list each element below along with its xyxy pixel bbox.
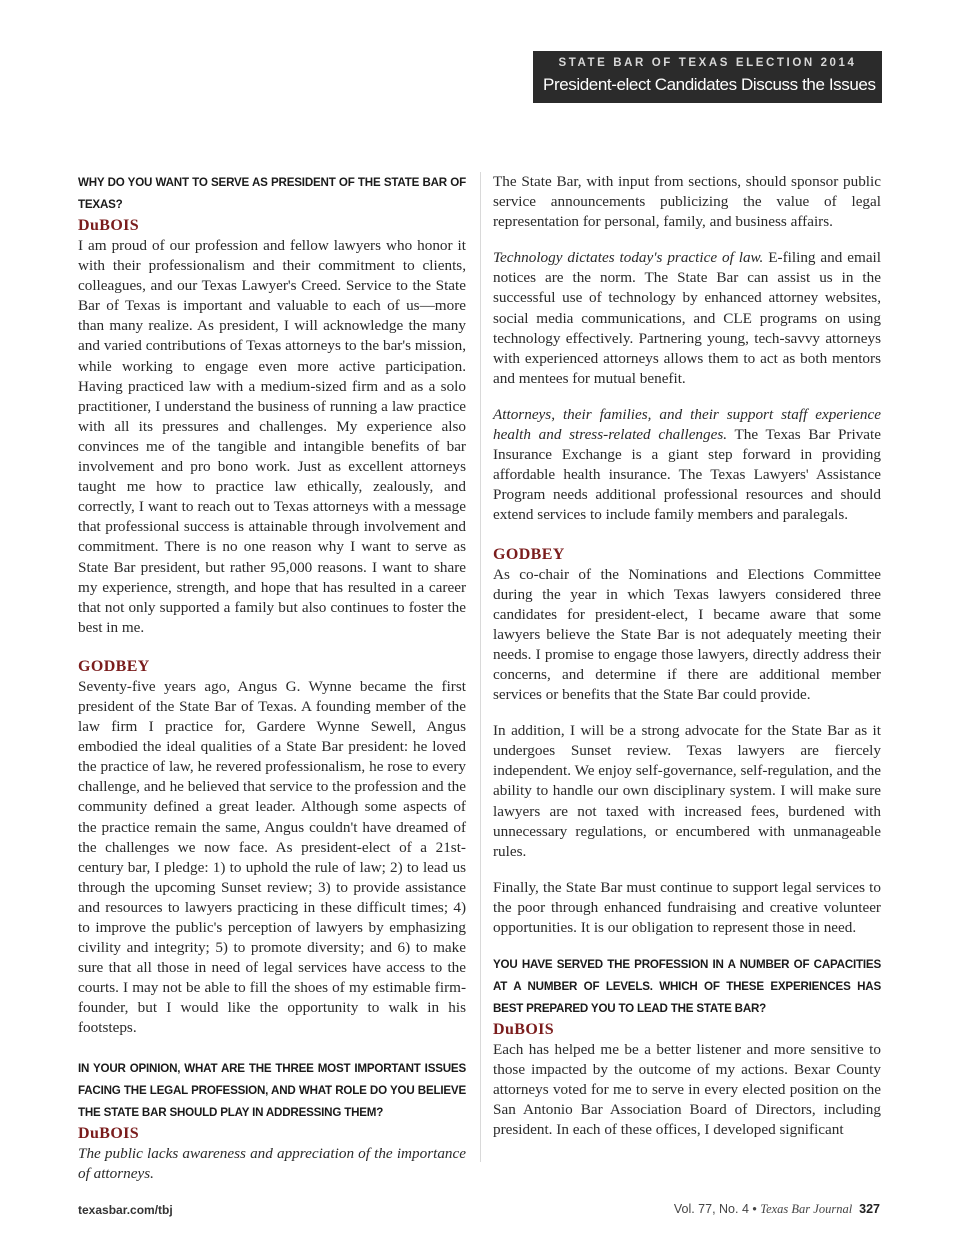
answer-dubois-q3: Each has helped me be a better listener and more sensitive to those impacted by the outcome of my actions. Bexar County attorneys voted for me to serve in every elected position on the San Antonio Bar Association Board of Directors, including president. In each of these offices, I developed significant [493,1041,881,1139]
answer-dubois-q2-p3-text: The Texas Bar Private Insurance Exchange is a giant step forward in providing affordable health insurance. The Texas Lawyers' Assistance Program needs additional professional resources and should extend services to include family members and paralegals. [493,426,881,524]
answer-dubois-q2-p2 [493,248,881,389]
speaker-godbey: GODBEY [78,657,150,675]
question-2: IN YOUR OPINION, WHAT ARE THE THREE MOST IMPORTANT ISSUES FACING THE LEGAL PROFESSION, AND WHAT ROLE DO YOU BELIEVE THE STATE BAR SHOULD PLAY IN ADDRESSING THEM? [78,1061,466,1119]
footer-info [674,1202,880,1217]
answer-godbey-q2-p3: Finally, the State Bar must continue to support legal services to the poor through enhanced fundraising and creative volunteer opportunities. It is our obligation to represent those in need. [493,878,881,936]
footer-volume: Vol. 77, No. 4 [673,1202,749,1216]
section-title: STATE BAR OF TEXAS ELECTION 2014 [558,57,857,69]
answer-godbey-q1: Seventy-five years ago, Angus G. Wynne became the first president of the State Bar of Texas. A founding member of the law firm I practice for, Gardere Wynne Sewell, Angus embodied the ideal qualities of a State Bar president: he loved the practice of law, he revered professionalism, he rose to every challenge, and he believed that service to the profession and the community defined a great leader. Although some aspects of the practice remain the same, Angus couldn't have dreamed of the challenges we now face. As president-elect of a 21st-century bar, I pledge: 1) to uphold the rule of law; 2) to lead us through the upcoming Sunset review; 3) to provide assistance and resources to lawyers practicing in these difficult times; 4) to improve the public's perception of lawyers by emphasizing civility and integrity; 5) to promote diversity; and 6) to make sure that all those in need of legal services have access to the courts. I may not be able to fill the shoes of my estimable firm-founder, but I would like the opportunity to walk in his footsteps. [78,677,466,1037]
section-banner [533,51,882,103]
footer-journal: Texas Bar Journal [760,1202,853,1216]
answer-godbey-q2-p1: As co-chair of the Nominations and Elections Committee during the year in which Texas lawyers considered three candidates for president-elect, I became aware that some lawyers believe the State Bar is not adequately meeting their needs. I promise to engage those lawyers, directly address their concerns, and determine if there are additional member services or benefits that the State Bar could provide. [493,565,881,704]
column-divider [480,172,481,1162]
speaker-godbey: GODBEY [493,545,565,563]
footer-url: texasbar.com/tbj [78,1203,173,1217]
answer-dubois-q2-p1-rest: The State Bar, with input from sections, should sponsor public service announcements publicizing the value of legal representation for personal, family, and business affairs. [493,173,881,231]
answer-dubois-q1: I am proud of our profession and fellow lawyers who honor it with their professionalism and their commitment to clients, colleagues, and our Texas Lawyer's Creed. Service to the State Bar of Texas is important and valuable to each of us—more than many realize. As president, I will acknowledge the many and varied contributions of Texas attorneys to the bar's mission, while working to engage even more active participation. Having practiced law with a medium-sized firm and as a solo practitioner, I understand the business of running a law practice with all its pressures and challenges. My experience also convinces me of the tangible and intangible benefits of bar involvement and pro bono work. Just as excellent attorneys taught me how to practice law ethically, zealously, and correctly, I want to reach out to Texas attorneys with a message that professional success is attainable through involvement and commitment. There is no one reason why I want to serve as State Bar president, but rather 95,000 reasons. I want to share my experience, strength, and hope that has resulted in a career that not only supported a family but also continues to foster the best in me. [78,237,466,636]
question-1: WHY DO YOU WANT TO SERVE AS PRESIDENT OF THE STATE BAR OF TEXAS? [78,176,466,211]
answer-dubois-q2-p3 [493,405,881,526]
answer-dubois-q2-p2-italic: Technology dictates today's practice of law. [493,249,764,267]
answer-dubois-q2-p1-start [78,1144,466,1184]
answer-dubois-q2-p1-italic: The public lacks awareness and appreciation of the importance of attorneys. [78,1144,466,1182]
answer-godbey-q2-p2: In addition, I will be a strong advocate for the State Bar as it undergoes Sunset review. Texas lawyers are fiercely independent. We enjoy self-governance, self-regulation, and the ability to handle our own disciplinary system. I will make sure lawyers are not taxed with increased fees, burdened with unnecessary regulations, or encumbered with unmanageable rules. [493,722,881,860]
left-column [78,172,466,1184]
speaker-dubois: DuBOIS [78,217,140,234]
question-3: YOU HAVE SERVED THE PROFESSION IN A NUMBER OF CAPACITIES AT A NUMBER OF LEVELS. WHICH OF THESE EXPERIENCES HAS BEST PREPARED YOU TO LEAD THE STATE BAR? [493,958,881,1016]
answer-dubois-q2-p3-italic: Attorneys, their families, and their support staff experience health and stress-related challenges. [493,405,881,444]
speaker-dubois: DuBOIS [493,1021,555,1039]
section-subtitle: President-elect Candidates Discuss the Issues [543,75,876,94]
page-number: 327 [859,1202,880,1216]
speaker-dubois: DuBOIS [78,1124,140,1142]
footer-bullet: • [752,1202,757,1216]
answer-dubois-q2-p2-text: E-filing and email notices are the norm. The State Bar can assist us in the successful use of technology by enhanced attorney websites, social media communications, and CLE programs on using technology effectively. Partnering young, tech-savvy attorneys with experienced attorneys allows them to act as both mentors and mentees for mutual benefit. [493,249,881,387]
right-column [493,172,881,1141]
